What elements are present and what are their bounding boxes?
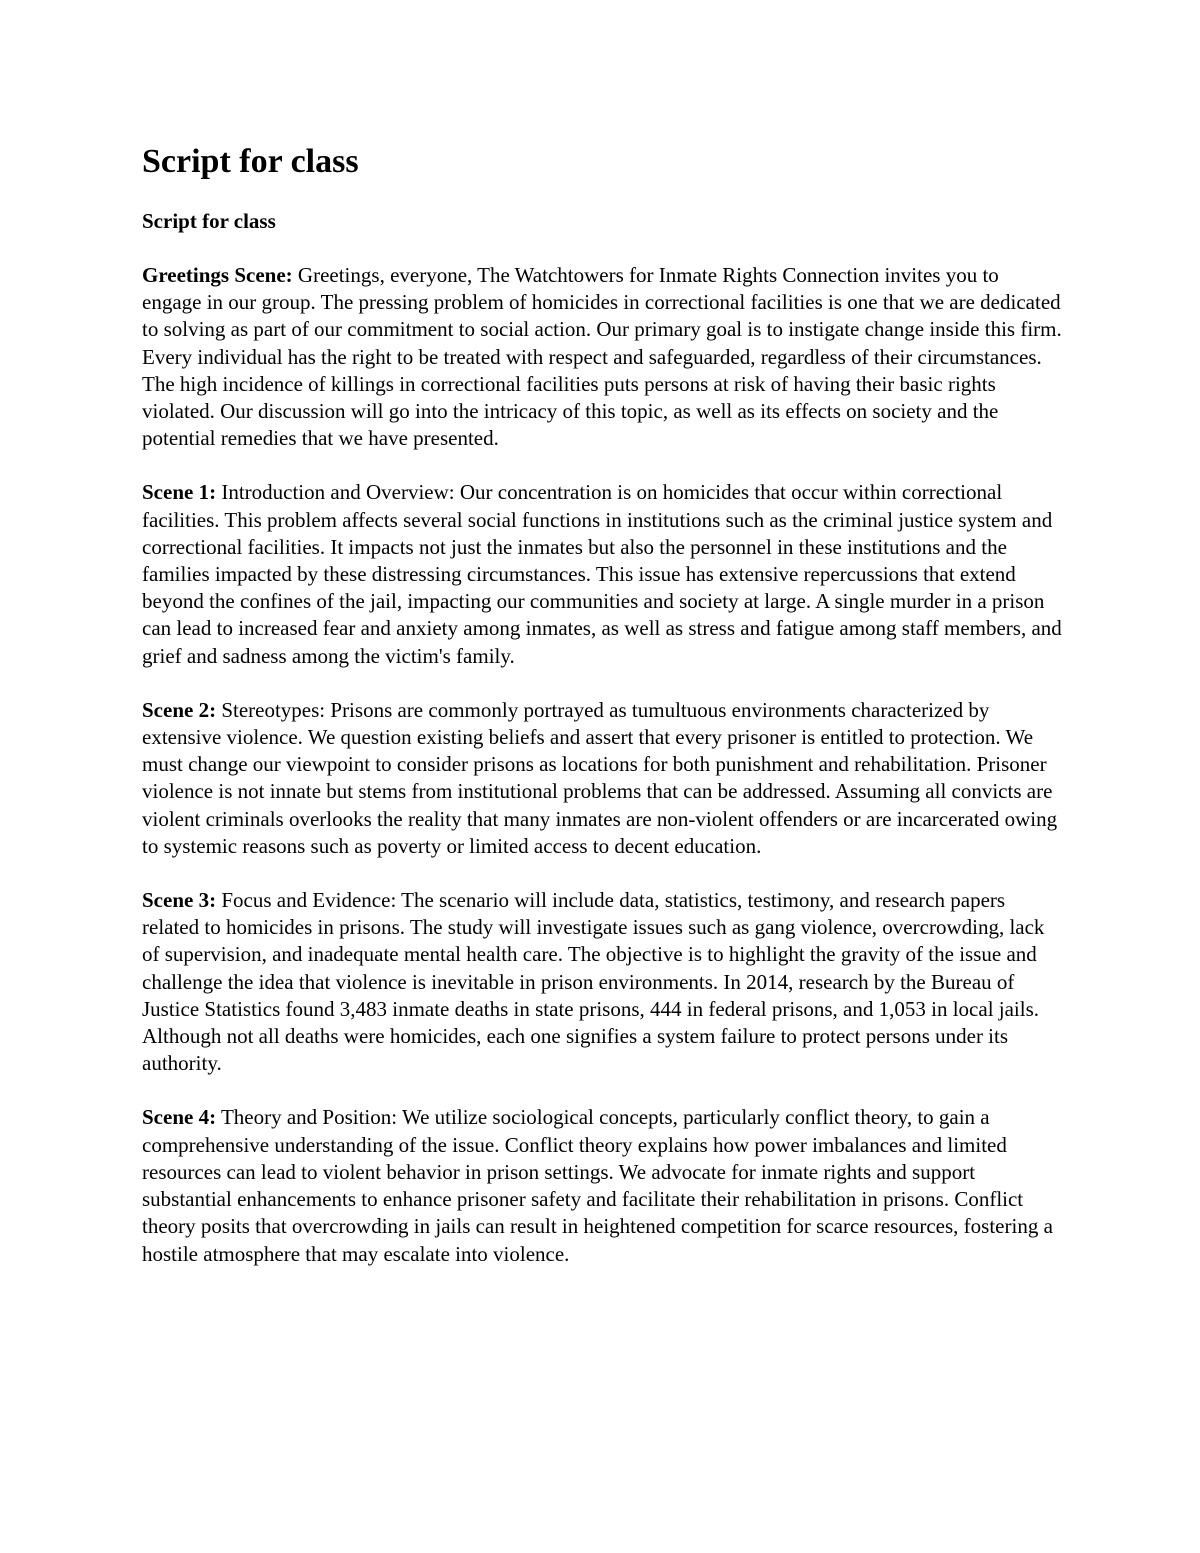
section-scene-2	[142, 697, 1062, 860]
section-label: Scene 3:	[142, 888, 217, 913]
section-scene-1	[142, 479, 1062, 669]
section-scene-4	[142, 1104, 1062, 1267]
section-scene-3	[142, 887, 1062, 1077]
section-label: Greetings Scene:	[142, 263, 293, 287]
section-label: Scene 2:	[142, 697, 217, 722]
document-page	[142, 140, 1062, 1268]
section-label: Scene 4:	[142, 1105, 217, 1130]
section-text: Greetings, everyone, The Watchtowers for Inmate Rights Connection invites you to engage in our group. The pressing problem of homicides in correctional facilities is one that we are dedicated to solving as part of our commitment to social action. Our primary goal is to instigate change inside this firm. Every individual has the right to be treated with respect and safeguarded, regardless of their circumstances. The high incidence of killings in correctional facilities puts persons at risk of having their basic rights violated. Our discussion will go into the intricacy of this topic, as well as its effects on society and the potential remedies that we have presented.	[142, 263, 1062, 451]
document-title: Script for class	[142, 143, 359, 180]
section-text: Theory and Position: We utilize sociological concepts, particularly conflict theory, to gain a comprehensive understanding of the issue. Conflict theory explains how power imbalances and limited resources can lead to violent behavior in prison settings. We advocate for inmate rights and support substantial enhancements to enhance prisoner safety and facilitate their rehabilitation in prisons. Conflict theory posits that overcrowding in jails can result in heightened competition for scarce resources, fostering a hostile atmosphere that may escalate into violence.	[142, 1105, 1053, 1266]
section-greetings-scene	[142, 262, 1062, 452]
section-text: Focus and Evidence: The scenario will include data, statistics, testimony, and research papers related to homicides in prisons. The study will investigate issues such as gang violence, overcrowding, lack of supervision, and inadequate mental health care. The objective is to highlight the gravity of the issue and challenge the idea that violence is inevitable in prison environments. In 2014, research by the Bureau of Justice Statistics found 3,483 inmate deaths in state prisons, 444 in federal prisons, and 1,053 in local jails. Although not all deaths were homicides, each one signifies a system failure to protect persons under its authority.	[142, 888, 1045, 1076]
section-text: Introduction and Overview: Our concentration is on homicides that occur within correctional facilities. This problem affects several social functions in institutions such as the criminal justice system and correctional facilities. It impacts not just the inmates but also the personnel in these institutions and the families impacted by these distressing circumstances. This issue has extensive repercussions that extend beyond the confines of the jail, impacting our communities and society at large. A single murder in a prison can lead to increased fear and anxiety among inmates, as well as stress and fatigue among staff members, and grief and sadness among the victim's family.	[142, 480, 1062, 668]
section-text: Stereotypes: Prisons are commonly portrayed as tumultuous environments characterized by extensive violence. We question existing beliefs and assert that every prisoner is entitled to protection. We must change our viewpoint to consider prisons as locations for both punishment and rehabilitation. Prisoner violence is not innate but stems from institutional problems that can be addressed. Assuming all convicts are violent criminals overlooks the reality that many inmates are non-violent offenders or are incarcerated owing to systemic reasons such as poverty or limited access to decent education.	[142, 697, 1058, 858]
section-label: Scene 1:	[142, 480, 217, 505]
document-subtitle: Script for class	[142, 209, 276, 233]
